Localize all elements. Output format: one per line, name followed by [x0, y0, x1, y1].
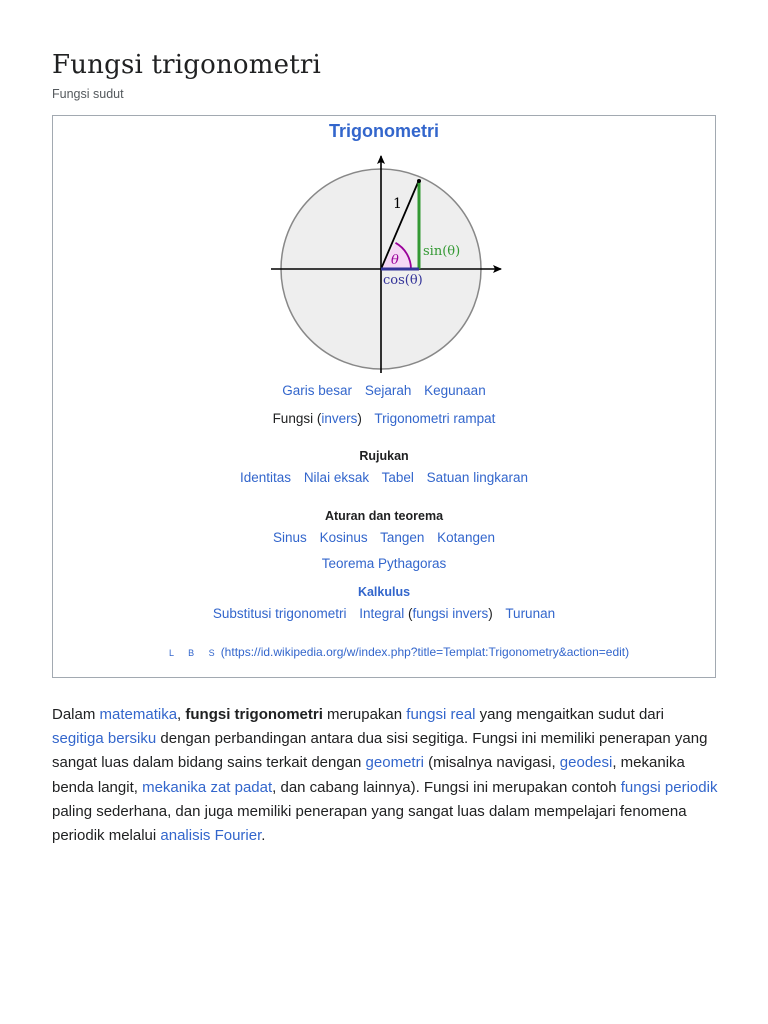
inverse-functions-integral-link[interactable]: fungsi invers	[412, 606, 489, 621]
mathematics-link[interactable]: matematika	[99, 706, 178, 723]
para-text: .	[261, 827, 266, 845]
para-text: Dalam	[52, 706, 100, 723]
calculus-heading-link[interactable]: Kalkulus	[357, 585, 411, 599]
right-triangle-link[interactable]: segitiga bersiku	[52, 730, 157, 748]
generalized-trigonometry-link[interactable]: Trigonometri rampat	[374, 411, 496, 426]
nav-row-functions	[53, 411, 715, 426]
para-text: (misalnya navigasi,	[423, 754, 560, 772]
para-text: , dan cabang lainnya). Fungsi ini merupakan contoh	[272, 778, 621, 796]
functions-prefix: Fungsi (	[272, 411, 322, 426]
law-of-sines-link[interactable]: Sinus	[273, 530, 307, 545]
law-of-cosines-link[interactable]: Kosinus	[319, 530, 368, 545]
identities-link[interactable]: Identitas	[240, 470, 292, 485]
nav-history-link[interactable]: Sejarah	[364, 383, 412, 398]
pythagorean-theorem-link[interactable]: Teorema Pythagoras	[321, 556, 447, 571]
para-text: yang mengaitkan sudut dari	[475, 706, 664, 723]
integral-link[interactable]: Integral	[359, 606, 405, 621]
para-text: , mekanika benda langit,	[52, 754, 685, 796]
pythagorean-row	[53, 556, 715, 571]
fourier-analysis-link[interactable]: analisis Fourier	[160, 827, 262, 845]
derivative-link[interactable]: Turunan	[505, 606, 556, 621]
template-links-row	[169, 645, 629, 659]
exact-values-link[interactable]: Nilai eksak	[303, 470, 370, 485]
radius-label: 1	[393, 196, 402, 212]
article-subject-bold: fungsi trigonometri	[185, 706, 323, 723]
real-function-link[interactable]: fungsi real	[406, 706, 476, 723]
references-row	[53, 470, 715, 485]
cosine-label: cos(θ)	[383, 273, 423, 288]
para-text: dengan perbandingan antara dua sisi segitiga. Fungsi ini memiliki penerapan yang sangat luas dalam bidang sains terkait dengan	[52, 730, 708, 772]
references-heading: Rujukan	[359, 449, 409, 463]
unit-circle-link[interactable]: Satuan lingkaran	[426, 470, 528, 485]
theta-label: θ	[391, 253, 399, 268]
nav-outline-link[interactable]: Garis besar	[282, 383, 353, 398]
laws-row	[53, 530, 715, 545]
trig-substitution-link[interactable]: Substitusi trigonometri	[212, 606, 347, 621]
intro-paragraph	[52, 703, 718, 848]
nav-usage-link[interactable]: Kegunaan	[424, 383, 486, 398]
geometry-link[interactable]: geometri	[365, 754, 424, 772]
sine-label: sin(θ)	[423, 244, 461, 259]
periodic-function-link[interactable]: fungsi periodik	[620, 778, 718, 796]
integral-close-paren: )	[488, 606, 493, 621]
template-edit-url-link[interactable]: (https://id.wikipedia.org/w/index.php?title=Templat:Trigonometry&action=edit)	[220, 645, 630, 659]
law-of-tangents-link[interactable]: Tangen	[380, 530, 425, 545]
integral-open-paren: (	[404, 606, 413, 621]
infobox-title-link[interactable]: Trigonometri	[328, 121, 439, 141]
page-title: Fungsi trigonometri	[52, 50, 322, 80]
solid-mechanics-link[interactable]: mekanika zat padat	[142, 778, 273, 796]
nav-row-main	[53, 383, 715, 398]
laws-heading: Aturan dan teorema	[324, 509, 444, 523]
geodesy-link[interactable]: geodesi	[559, 754, 613, 772]
unit-circle-diagram	[267, 151, 507, 376]
para-text: paling sederhana, dan juga memiliki penerapan yang sangat luas dalam mempelajari fenomena periodik melalui	[52, 802, 687, 845]
tables-link[interactable]: Tabel	[381, 470, 414, 485]
trigonometry-infobox	[52, 115, 716, 678]
law-of-cotangents-link[interactable]: Kotangen	[437, 530, 495, 545]
inverse-functions-link[interactable]: invers	[321, 411, 358, 426]
template-view-edit-links[interactable]: L B S	[169, 648, 221, 658]
para-text: merupakan	[322, 706, 407, 723]
para-text: ,	[177, 706, 186, 723]
page-subtitle: Fungsi sudut	[52, 87, 124, 101]
calculus-row	[53, 606, 715, 621]
functions-suffix: )	[357, 411, 362, 426]
